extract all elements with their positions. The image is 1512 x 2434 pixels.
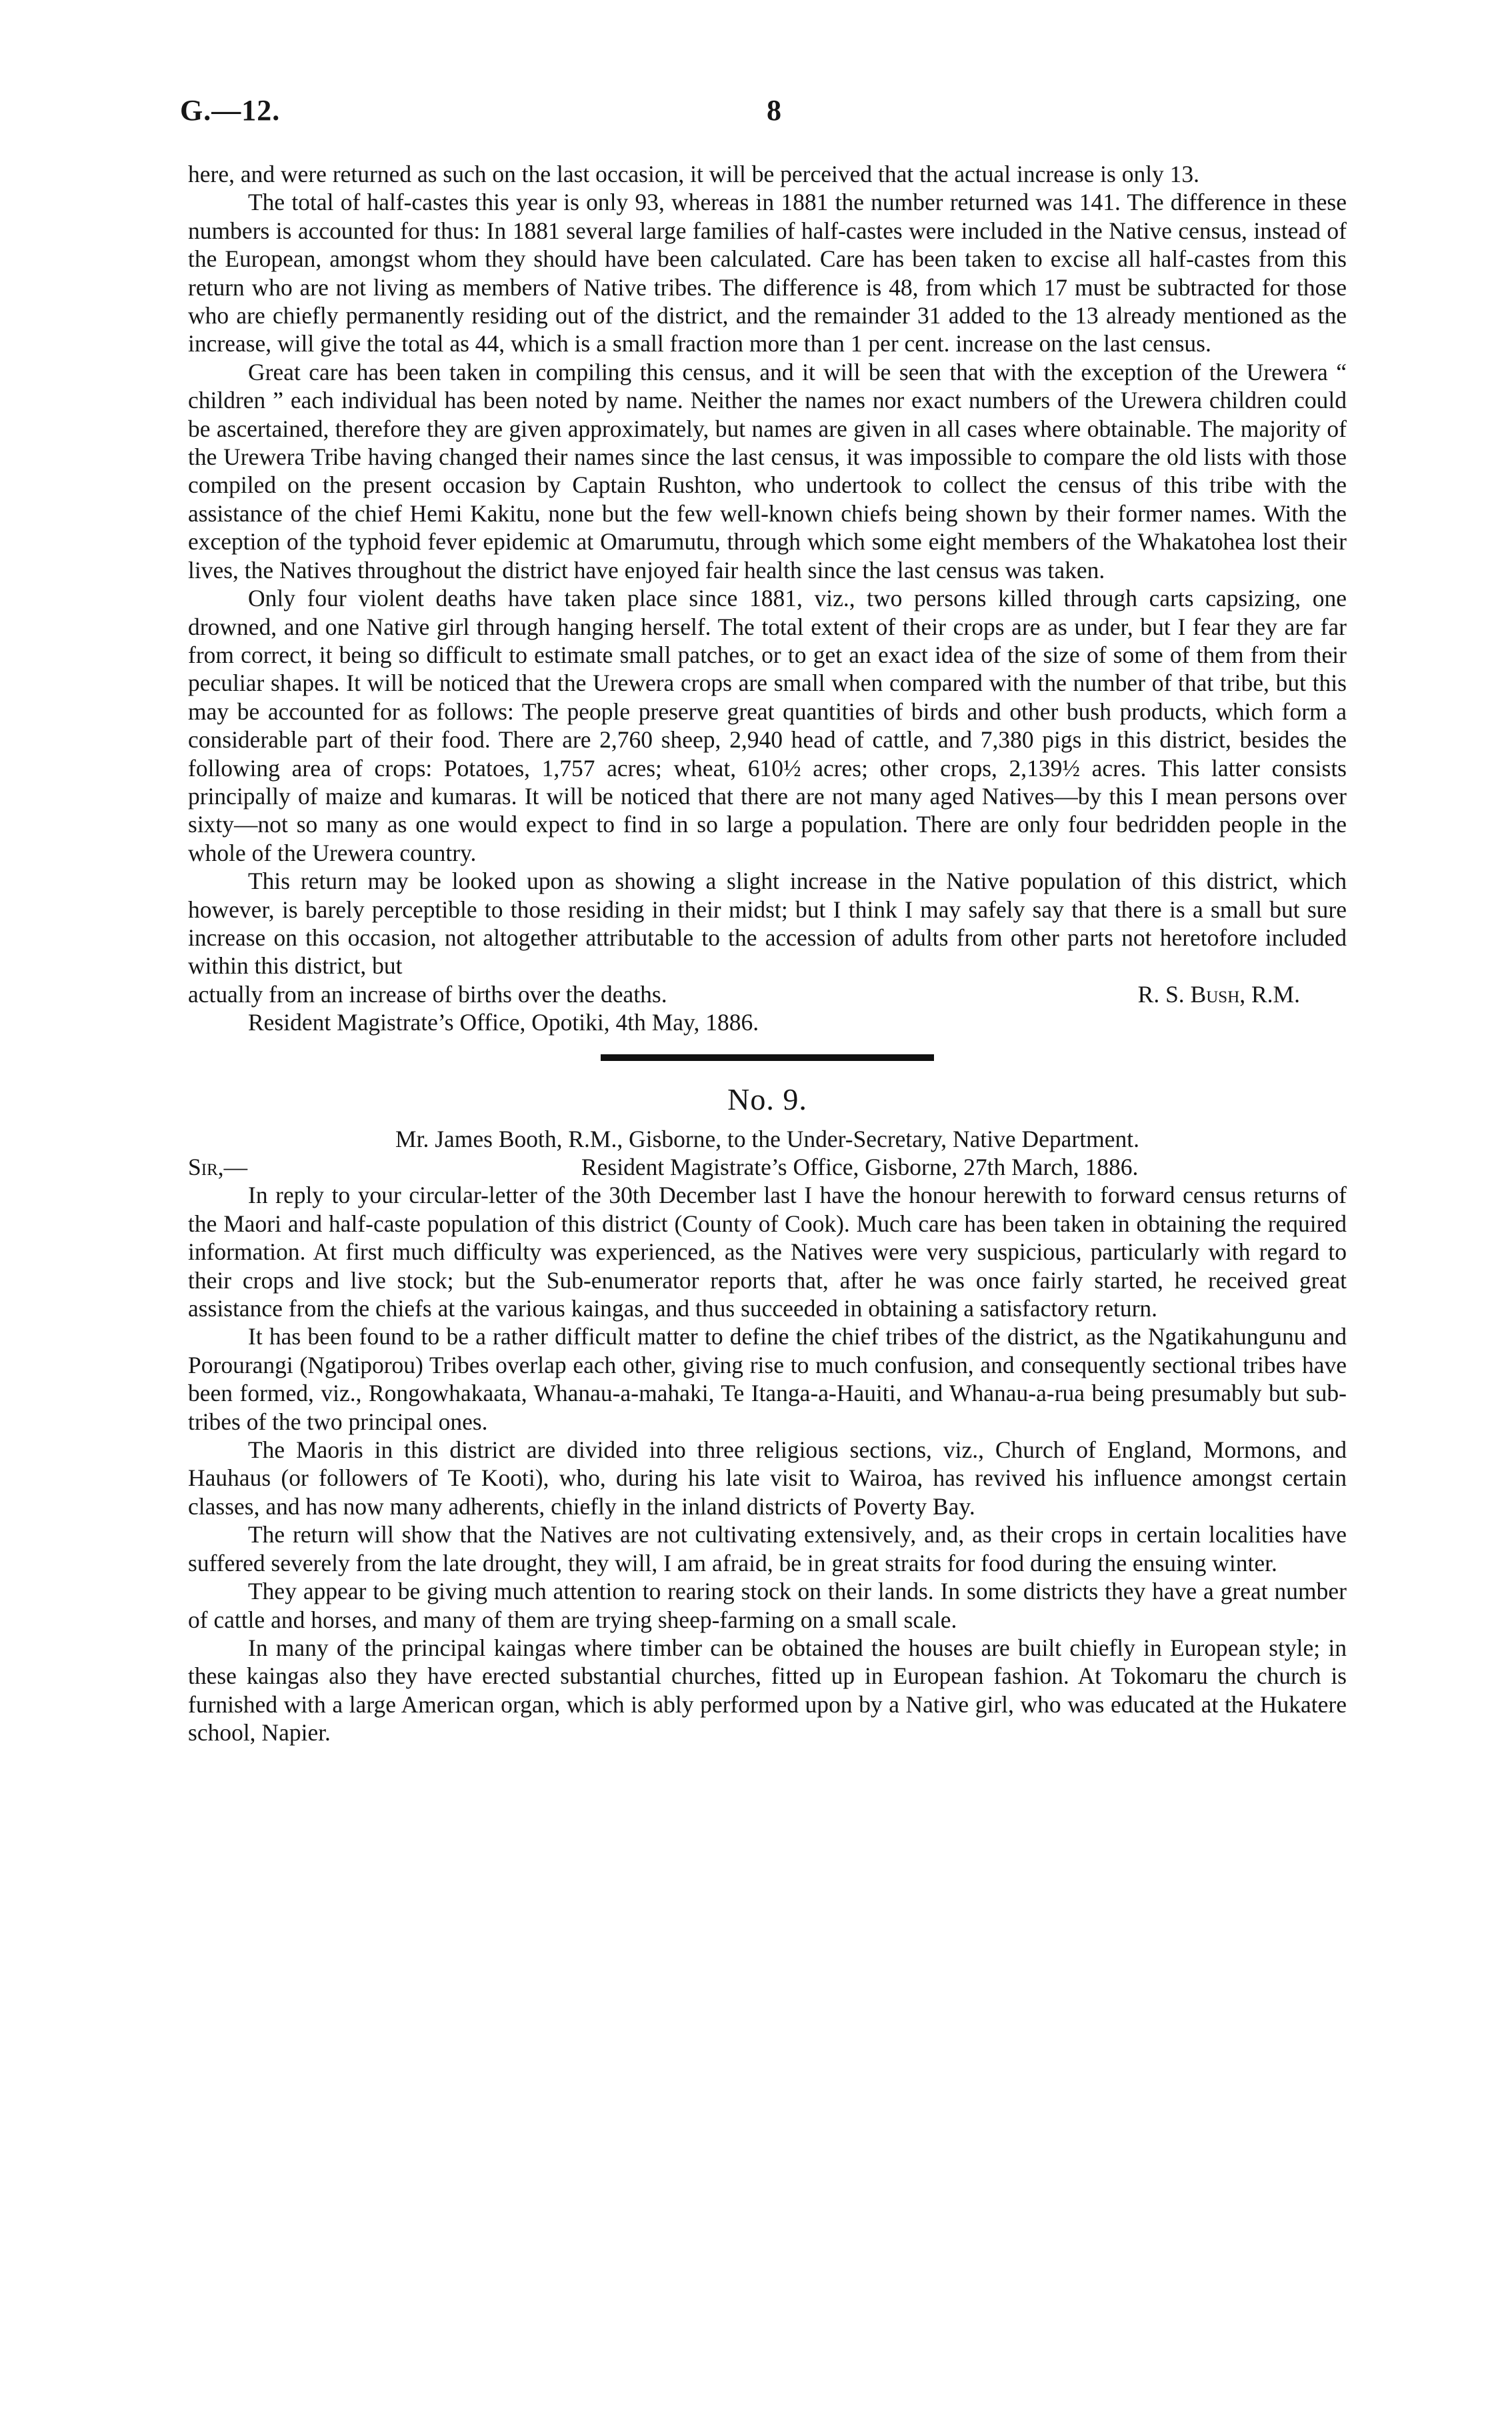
closing-line: actually from an increase of births over the deaths. — [188, 980, 667, 1008]
letter-dateline: Resident Magistrate’s Office, Gisborne, 27th March, 1886. — [581, 1154, 1139, 1180]
letter-addressee — [188, 1125, 1347, 1153]
paragraph: In many of the principal kaingas where timber can be obtained the houses are built chiefly in European style; in these kaingas also they have erected substantial churches, fitted up in European fashion. At Tokomaru the church is furnished with a large American organ, which is ably performed upon by a Native girl, who was educated at the Hukatere school, Napier. — [188, 1634, 1347, 1746]
paragraph: Great care has been taken in compiling this census, and it will be seen that with the exception of the Urewera “ children ” each individual has been noted by name. Neither the names nor exact numbers of the Urewera children could be ascertained, therefore they are given approximately, but names are given in all cases where obtainable. The majority of the Urewera Tribe having changed their names since the last census, it was impossible to compare the old lists with those compiled on the present occasion by Captain Rushton, who undertook to collect the census of this tribe with the assistance of the chief Hemi Kakitu, none but the few well-known chiefs being shown by their former names. With the exception of the typhoid fever epidemic at Omarumutu, through which some eight members of the Whakatohea lost their lives, the Natives throughout the district have enjoyed fair health since the last census was taken. — [188, 358, 1347, 583]
section-divider — [601, 1054, 934, 1061]
page-header — [180, 93, 1347, 140]
paragraph: In reply to your circular-letter of the 30th December last I have the honour herewith to forward census returns of the Maori and half-caste population of this district (County of Cook). Much care has been taken in obtaining the required information. At first much difficulty was experienced, as the Natives were very suspicious, particularly with regard to their crops and live stock; but the Sub-enumerator reports that, after he was once fairly started, he received great assistance from the chiefs at the various kaingas, and thus succeeded in obtaining a satisfactory return. — [188, 1182, 1347, 1322]
body-text — [188, 160, 1347, 1747]
paragraph: They appear to be giving much attention to rearing stock on their lands. In some districts they have a great number of cattle and horses, and many of them are trying sheep-farming on a small scale. — [188, 1578, 1347, 1633]
salutation: Sir,— — [188, 1154, 248, 1180]
paragraph: It has been found to be a rather difficult matter to define the chief tribes of the district, as the Ngatikahungunu and Porourangi (Ngatiporou) Tribes overlap each other, giving rise to much confusion, and consequently sectional tribes have been formed, viz., Rongowhakaata, Whanau-a-mahaki, Te Itanga-a-Hauiti, and Whanau-a-rua being presumably but sub-tribes of the two principal ones. — [188, 1323, 1347, 1435]
closing-signature-row — [188, 980, 1347, 1008]
page-number: 8 — [767, 94, 781, 127]
paragraph: Only four violent deaths have taken place since 1881, viz., two persons killed through carts capsizing, one drowned, and one Native girl through hanging herself. The total extent of their crops are as under, but I fear they are far from correct, it being so difficult to estimate small patches, or to get an exact idea of the size of some of them from their peculiar shapes. It will be noticed that the Urewera crops are small when compared with the number of that tribe, but this may be accounted for as follows: The people preserve great quantities of birds and other bush products, which form a considerable part of their food. There are 2,760 sheep, 2,940 head of cattle, and 7,380 pigs in this district, besides the following area of crops: Potatoes, 1,757 acres; wheat, 610½ acres; other crops, 2,139½ acres. This latter consists principally of maize and kumaras. It will be noticed that there are not many aged Natives—by this I mean persons over sixty—not so many as one would expect to find in so large a population. There are only four bedridden people in the whole of the Urewera country. — [188, 585, 1347, 866]
paragraph: This return may be looked upon as showing a slight increase in the Native population of this district, which however, is barely perceptible to those residing in their midst; but I think I may safely say that there is a small but sure increase on this occasion, not altogether attributable to the accession of adults from other parts not heretofore included within this district, but — [188, 868, 1347, 980]
section-title: No. 9. — [727, 1082, 807, 1116]
paragraph: here, and were returned as such on the last occasion, it will be perceived that the actual increase is only 13. — [188, 161, 1200, 187]
salutation-row — [188, 1153, 1347, 1181]
paragraph: The total of half-castes this year is only 93, whereas in 1881 the number returned was 141. The difference in these numbers is accounted for thus: In 1881 several large families of half-castes were included in the Native census, instead of the European, amongst whom they should have been calculated. Care has been taken to excise all half-castes from this return who are not living as members of Native tribes. The difference is 48, from which 17 must be subtracted for those who are chiefly permanently residing out of the district, and the remainder 31 added to the 13 already mentioned as the increase, will give the total as 44, which is a small fraction more than 1 per cent. increase on the last census. — [188, 189, 1347, 357]
signature: R. S. Bush, R.M. — [1137, 980, 1300, 1008]
paragraph: The Maoris in this district are divided into three religious sections, viz., Church of England, Mormons, and Hauhaus (or followers of Te Kooti), who, during his late visit to Wairoa, has revived his influence amongst certain classes, and has now many adherents, chiefly in the inland districts of Poverty Bay. — [188, 1436, 1347, 1520]
paragraph: The return will show that the Natives are not cultivating extensively, and, as their crops in certain localities have suffered severely from the late drought, they will, I am afraid, be in great straits for food during the ensuing winter. — [188, 1521, 1347, 1576]
office-dateline: Resident Magistrate’s Office, Opotiki, 4th May, 1886. — [248, 1009, 759, 1036]
document-reference: G.—12. — [180, 94, 281, 127]
addressee-text: Mr. James Booth, R.M., Gisborne, to the Under-Secretary, Native Department. — [395, 1125, 1139, 1152]
